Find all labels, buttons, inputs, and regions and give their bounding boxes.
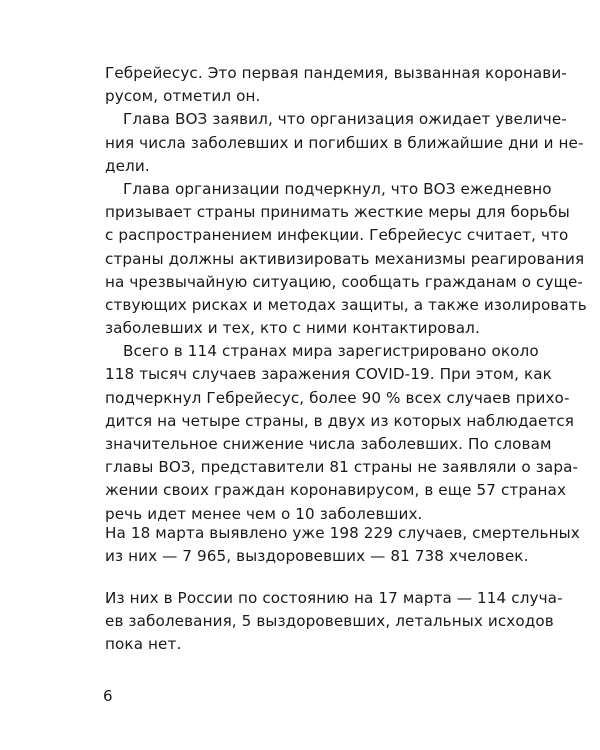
text-line: Всего в 114 странах мира зарегистрировано около bbox=[123, 342, 539, 361]
text-line: дится на четыре страны, в двух из которых наблюдается bbox=[105, 411, 575, 430]
text-line: Глава ВОЗ заявил, что организация ожидает увеличе- bbox=[123, 110, 567, 129]
text-line: дели. bbox=[105, 156, 150, 175]
text-line: на чрезвычайную ситуацию, сообщать гражданам о суще- bbox=[105, 272, 583, 291]
text-line: подчеркнул Гебрейесус, более 90 % всех случаев прихо- bbox=[105, 388, 570, 407]
text-line: русом, отметил он. bbox=[105, 87, 261, 106]
text-line: 118 тысяч случаев заражения COVID-19. При этом, как bbox=[105, 365, 552, 384]
text-line: Из них в России по состоянию на 17 марта — 114 случа- bbox=[105, 589, 563, 607]
text-line: страны должны активизировать механизмы реагирования bbox=[105, 249, 585, 268]
text-line: ев заболевания, 5 выздоровевших, летальных исходов bbox=[105, 612, 554, 631]
text-line: главы ВОЗ, представители 81 страны не заявляли о зара- bbox=[105, 458, 579, 477]
text-line: Глава организации подчеркнул, что ВОЗ ежедневно bbox=[123, 179, 552, 198]
text-line: На 18 марта выявлено уже 198 229 случаев, смертельных bbox=[105, 524, 580, 542]
page-number: 6 bbox=[103, 687, 113, 705]
text-line: Гебрейесус. Это первая пандемия, вызванная коронави- bbox=[105, 64, 567, 82]
text-line: пока нет. bbox=[105, 635, 182, 654]
text-line: ствующих рисках и методах защиты, а также изолировать bbox=[105, 295, 587, 314]
text-line: значительное снижение числа заболевших. По словам bbox=[105, 435, 552, 453]
text-line: жении своих граждан коронавирусом, в еще 57 странах bbox=[105, 481, 567, 500]
text-line: заболевших и тех, кто с ними контактировал. bbox=[105, 319, 480, 338]
stats-paragraph-russia bbox=[105, 587, 563, 657]
text-line: речь идет менее чем о 10 заболевших. bbox=[105, 504, 423, 523]
text-line: призывает страны принимать жесткие меры для борьбы bbox=[105, 203, 570, 222]
main-text-block bbox=[105, 62, 587, 526]
text-line: с распространением инфекции. Гебрейесус считает, что bbox=[105, 226, 569, 245]
text-line: ния числа заболевших и погибших в ближайшие дни и не- bbox=[105, 133, 584, 152]
stats-paragraph-world bbox=[105, 522, 580, 568]
text-line: из них — 7 965, выздоровевших — 81 738 хчеловек. bbox=[105, 547, 529, 566]
